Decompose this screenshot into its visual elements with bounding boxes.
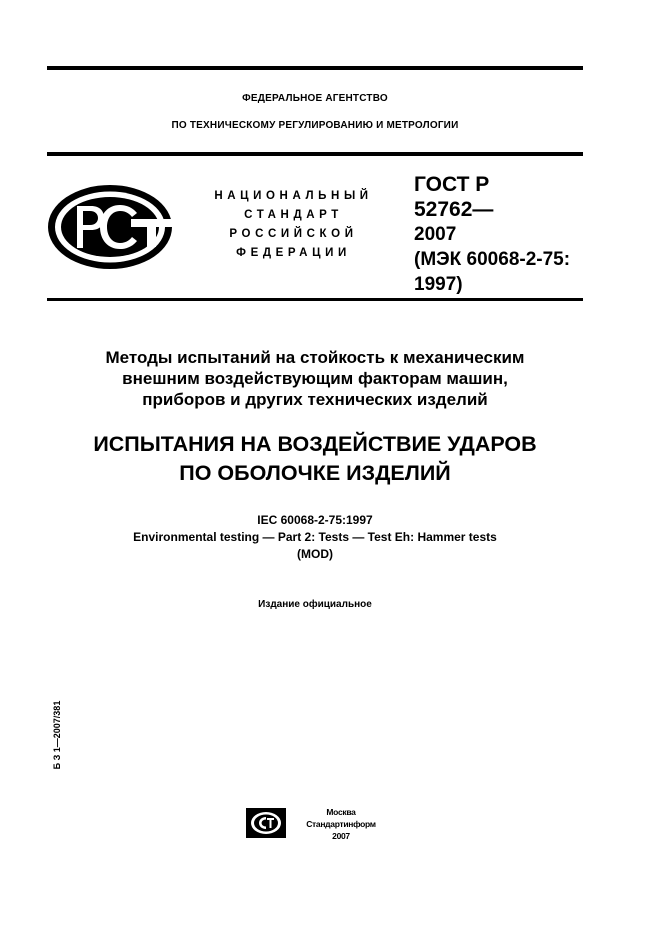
agency-line-2: ПО ТЕХНИЧЕСКОМУ РЕГУЛИРОВАНИЮ И МЕТРОЛОГИИ <box>171 120 459 131</box>
national-line-1: НАЦИОНАЛЬНЫЙ <box>214 190 373 202</box>
publisher-imprint <box>296 806 386 842</box>
side-code-text: Б З 1—2007/381 <box>52 700 62 770</box>
gost-line-4: (МЭК 60068-2-75: <box>414 249 571 270</box>
methods-line-1: Методы испытаний на стойкость к механическим <box>105 348 525 367</box>
tests-title <box>47 430 583 488</box>
national-line-4: ФЕДЕРАЦИИ <box>236 247 351 259</box>
publisher-city: Москва <box>326 807 356 817</box>
methods-line-3: приборов и других технических изделий <box>142 390 488 409</box>
rst-logo-icon <box>47 184 177 270</box>
national-line-2: СТАНДАРТ <box>244 209 343 221</box>
gost-line-1: ГОСТ Р <box>414 173 490 196</box>
standartinform-logo-icon <box>246 808 286 838</box>
iec-line-2: Environmental testing — Part 2: Tests — Test Eh: Hammer tests <box>133 530 497 544</box>
gost-line-3: 2007 <box>414 224 457 245</box>
publisher-year: 2007 <box>332 831 350 841</box>
iec-line-3: (MOD) <box>297 547 333 561</box>
top-rule <box>47 66 583 70</box>
national-standard-label <box>196 187 391 263</box>
iec-reference <box>47 512 583 563</box>
agency-line-1: ФЕДЕРАЛЬНОЕ АГЕНТСТВО <box>242 93 388 104</box>
national-line-3: РОССИЙСКОЙ <box>229 228 358 240</box>
tests-line-2: ПО ОБОЛОЧКЕ ИЗДЕЛИЙ <box>179 461 451 485</box>
iec-line-1: IEC 60068-2-75:1997 <box>257 513 373 527</box>
tests-line-1: ИСПЫТАНИЯ НА ВОЗДЕЙСТВИЕ УДАРОВ <box>93 432 537 456</box>
standard-rule <box>47 298 583 301</box>
gost-line-2: 52762— <box>414 198 494 221</box>
gost-designation <box>414 172 594 297</box>
edition-label: Издание официальное <box>258 599 372 610</box>
header-rule <box>47 152 583 156</box>
gost-line-5: 1997) <box>414 274 463 295</box>
side-code <box>49 690 65 780</box>
methods-title <box>47 347 583 410</box>
publisher-name: Стандартинформ <box>306 819 376 829</box>
methods-line-2: внешним воздействующим факторам машин, <box>122 369 508 388</box>
